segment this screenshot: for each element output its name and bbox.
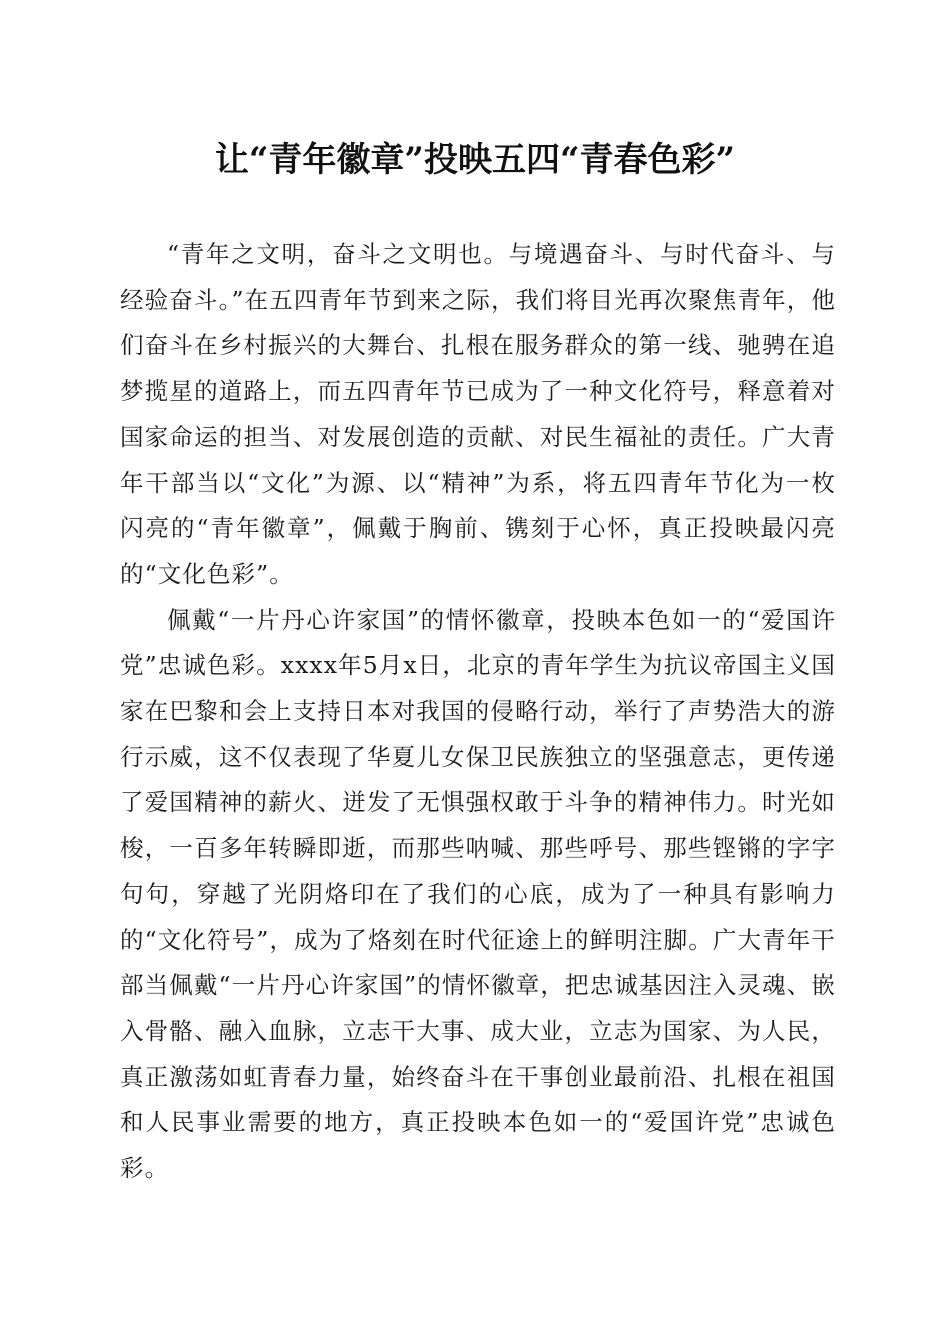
paragraph-1: “青年之文明，奋斗之文明也。与境遇奋斗、与时代奋斗、与经验奋斗。”在五四青年节到来之际，我们将目光再次聚焦青年，他们奋斗在乡村振兴的大舞台、扎根在服务群众的第一线、驰骋在追梦揽星的道路上，而五四青年节已成为了一种文化符号，释意着对国家命运的担当、对发展创造的贡献、对民生福祉的责任。广大青年干部当以“文化”为源、以“精神”为系，将五四青年节化为一枚闪亮的“青年徽章”，佩戴于胸前、镌刻于心怀，真正投映最闪亮的“文化色彩”。 — [120, 240, 836, 588]
document-title: 让“青年徽章”投映五四“青春色彩” — [214, 140, 736, 180]
paragraph-2: 佩戴“一片丹心许家国”的情怀徽章，投映本色如一的“爱国许党”忠诚色彩。xxxx年5月x日，北京的青年学生为抗议帝国主义国家在巴黎和会上支持日本对我国的侵略行动，举行了声势浩大的游行示威，这不仅表现了华夏儿女保卫民族独立的坚强意志，更传递了爱国精神的薪火、迸发了无惧强权敢于斗争的精神伟力。时光如梭，一百多年转瞬即逝，而那些呐喊、那些呼号、那些铿锵的字字句句，穿越了光阴烙印在了我们的心底，成为了一种具有影响力的“文化符号”，成为了烙刻在时代征途上的鲜明注脚。广大青年干部当佩戴“一片丹心许家国”的情怀徽章，把忠诚基因注入灵魂、嵌入骨骼、融入血脉，立志干大事、成大业，立志为国家、为人民，真正激荡如虹青春力量，始终奋斗在干事创业最前沿、扎根在祖国和人民事业需要的地方，真正投映本色如一的“爱国许党”忠诚色彩。 — [120, 605, 836, 1183]
document-body — [120, 232, 836, 1192]
